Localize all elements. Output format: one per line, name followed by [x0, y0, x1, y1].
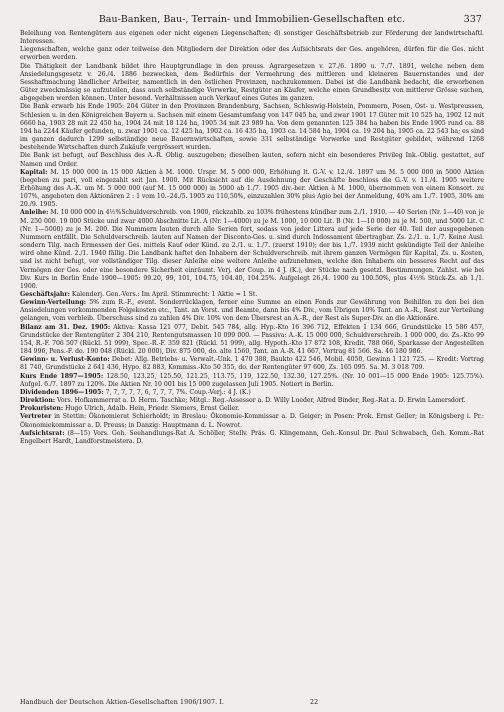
header-title: Bau-Banken, Bau-, Terrain- und Immobilien-Gesellschaften etc.	[98, 14, 406, 25]
paragraph	[20, 209, 484, 291]
paragraph-lead: Kurs Ende 1897—1905:	[20, 372, 104, 380]
paragraph	[20, 430, 484, 446]
paragraph	[20, 397, 484, 405]
paragraph	[20, 152, 484, 168]
paragraph-text: M. 10 000 000 in 4½%Schuldverschreib. von 1900, rückzahlb. zu 103% frühestens kündbar zum 2./1. 1910. — 40 Serien (Nr. 1—40) von je M. 250 000. 19 000 Stücke und zwar 4000 Abschnitte Lit. A (Nr. 1—4000) zu je M. 1000, 10 000 Lit. B (Nr. 1—10 000) zu je M. 500, und 5000 Lit. C (Nr. 1—5000) zu je M. 200. Die Nummern lauten durch alle Serien fort, sodass von jeder Littera auf jede Serie der 40. Teil der ausgegebenen Nummern entfällt. Die Schuldverschreib. lauten auf Namen der Disconto-Ges. u. sind durch Indossament übertragbar. Zs. 2./1. u. 1./7. Keine Ausl. sondern Tilg. nach Ermessen der Ges. mittels Kauf oder Künd. zu 2./1. u. 1./7. (zuerst 1910); der bis 1./7. 1939 nicht gekündigte Teil der Anleihe wird ohne Künd. 2./1. 1940 fällig. Die Landbank haftet den Inhabern der Schuldverschreib. mit ihrem ganzen Vermögen für Kapital, Zs. u. Kosten, und ist nicht befugt, vor vollständiger Tilg. dieser Anleihe eine weitere Anleihe aufzunehmen, welche den Inhabern ein besseres Recht auf das Vermögen der Ges. oder eine besondere Sicherheit einräumt. Verj. der Coup. in 4 J. (K.), der Stücke nach gesetzl. Bestimmungen. Zahlst. wie bei Div. Kurs in Berlin Ende 1900—1905: 99.20, 99, 101, 104.75, 104.40, 104.25%. Aufgelegt 26./4. 1900 zu 100.50%, plus 4½% Stück-Zs. ab 1./1. 1900.	[20, 209, 485, 290]
paragraph-lead: Direktion:	[20, 397, 56, 405]
paragraph-text: in Stettin: Ökonomierat Schierholdt; in Breslau: Ökonomie-Kommissar a. D. Geiger; in Posen: Prok. Ernst Geller; in Königsberg i. Pr.: Ökonomiekommissar a. D. Preuss; in Danzig: Hauptmann d. L. Nowrot.	[20, 413, 484, 429]
paragraph-text: Die Bank ist befugt, auf Beschluss des A.-R. Oblig. auszugeben; dieselben lauten, sofern nicht ein besonderes Privileg Ink.-Oblig. gestattet, auf Namen und Order.	[20, 152, 484, 168]
paragraph-lead: Anleihe:	[20, 209, 49, 217]
paragraph-text: Vors. Hofkammerrat a. D. Herm. Taschke; Mitgl.: Reg.-Assessor a. D. Willy Lueder, Alfred Binder, Reg.-Rat a. D. Erwin Lamersdorf.	[57, 397, 466, 405]
paragraph-text: 128.50, 123.25, 125.50, 121.25, 113.75, 119, 122.50, 132.30, 127.25%. (Nr. 10 001—15 000 Ende 1905: 125.75%). Aufgel. 6./7. 1897 zu 120%. Die Aktien Nr. 10 001 bis 15 000 zugelassen Juli 1905. Notiert in Berlin.	[20, 372, 485, 388]
paragraph	[20, 46, 484, 62]
body-text	[20, 30, 484, 446]
footer	[20, 699, 484, 706]
paragraph-lead: Bilanz am 31. Dez. 1905:	[20, 323, 111, 331]
paragraph-text: Die Thätigkeit der Landbank bildet ihre Hauptgrundlage in den preuss. Agrargesetzen v. 27./6. 1890 u. 7./7. 1891, welche neben dem Ansiedelungsgesetz v. 26./4. 1886 bezwecken, dem Bedürfnis der Vermehrung des mittleren und kleineren Bauernstandes und der Sesshaftmachung ländlicher Arbeiter, namentlich in den östlichen Provinzen, nachzukommen. Dabei ist die Landbank bedacht, die erworbenen Güter zweckmässig so aufzuteilen, dass auch selbständige Vorwerke, Restgüter an Käufer, welche einen Grundbesitz von mittlerer Grösse suchen, abgegeben werden können. Unter besond. Verhältnissen auch Verkauf eines Gutes im ganzen.	[20, 62, 484, 103]
paragraph	[20, 356, 484, 372]
paragraph-lead: Kapital:	[20, 168, 48, 176]
sheet-signature: 22	[310, 699, 319, 706]
page-number: 337	[463, 14, 482, 25]
paragraph	[20, 30, 484, 46]
paragraph	[20, 299, 484, 323]
paragraph	[20, 63, 484, 104]
paragraph	[20, 405, 484, 413]
paragraph-lead: Gewinn-Verteilung:	[20, 299, 87, 307]
paragraph-lead: Dividenden 1896—1905:	[20, 388, 104, 396]
paragraph-text: Liegenschaften, welche ganz oder teilweise den Mitgliedern der Direktion oder des Aufsichtsrats der Ges. angehören, dürfen für die Ges. nicht erworben werden.	[20, 46, 484, 62]
paragraph-text: Kalenderj. Gen.-Vers.: Im April. Stimmrecht: 1 Aktie = 1 St.	[71, 291, 258, 298]
paragraph-text: M. 15 000 000 in 15 000 Aktien à M. 1000. Urspr. M. 5 000 000, Erhöhung lt. G.-V. v. 12./4. 1897 um M. 5 000 000 in 5000 Aktien (begeben zu pari, voll eingezahlt seit Jan. 1900. Mit Rücksicht auf die Ausdehnung der Geschäfte beschloss die G.-V. v. 11./4. 1905 weitere Erhöhung des A.-K. um M. 5 000 000 (auf M. 15 000 000) in 5000 ab 1./7. 1905 div.-ber. Aktien à M. 1000, übernommen von einem Konsort. zu 107%, angeboten den Aktionären 2 : 1 vom 10.–24./5. 1905 zu 110,50%, einzuzahlen 30% plus Agio bei der Anmeldung, 40% am 1./7. 1905, 30% am 20./9. 1905.	[20, 168, 485, 209]
paragraph-text: Die Bank erwarb bis Ende 1905: 204 Güter in den Provinzen Brandenburg, Sachsen, Schleswig-Holstein, Pommern, Posen, Ost- u. Westpreussen, Schlesien u. in den Königreichen Bayern u. Sachsen mit einem Gesamtumfang von 147 045 ha, und zwar 1901 17 Güter mit 10 525 ha, 1902 12 mit 6660 ha, 1903 28 mit 22 450 ha, 1904 24 mit 18 124 ha, 1905 34 mit 23 989 ha. Von dem genannten 125 384 ha haben bis Ende 1905 rund ca. 88 194 ha 2244 Käufer gefunden, u. zwar 1901 ca. 12 425 ha, 1902 ca. 16 435 ha, 1903 ca. 14 584 ha, 1904 ca. 19 204 ha, 1905 ca. 22 543 ha; es sind im ganzen dadurch 1299 selbständige neue Bauernwirtschaften, sowie 331 selbständige Vorwerke und Restgüter gebildet, während 1268 bestehende Wirtschaften durch Zukäufe vergrössert wurden.	[20, 103, 484, 152]
paragraph-lead: Geschäftsjahr:	[20, 291, 70, 298]
paragraph-text: Hugo Ulrich, Adalb. Hein, Friedr. Siemers, Ernst Geller.	[65, 405, 240, 413]
paragraph	[20, 291, 484, 299]
paragraph-text: Aktiva: Kassa 121 077, Debit. 545 784, allg. Hyp.-Kto 16 396 712, Effekten 1 134 666, Grundstücke 15 586 457, Grundstücke der Rentengüter 2 304 210, Rentengutsmassen 10 099 000. — Passiva: A.-K. 15 000 000, Schuldverschreib. 1 000 000, do. Zs.-Kto 99 154, R.-F. 706 507 (Rückl. 51 999), Spec.-R.-F. 359 821 (Rückl. 51 999), allg. Hypoth.-Kto 17 872 108, Kredit. 788 066, Sparkasse der Angestellten 184 996, Pens.-F. do. 190 048 (Rückl. 20 000), Div. 875 000, do. alte 1560, Tant. an A.-R. 41 667, Vortrag 81 566. Sa. 46 180 986.	[20, 323, 484, 356]
paragraph-text: 7, 7, 7, 7, 7, 6, 7, 7, 7, 7%. Coup.-Verj.: 4 J. (K.)	[105, 388, 251, 396]
running-header	[20, 14, 484, 28]
paragraph	[20, 169, 484, 210]
paragraph	[20, 324, 484, 357]
paragraph-lead: Aufsichtsrat:	[20, 429, 65, 437]
paragraph-text: 5% zum R.-F., event. Sonderrücklagen, ferner eine Summe an einen Fonds zur Gewährung von Beihilfen zu den bei den Ansiedelungen vorkommenden Folgekosten etc., Tant. an Vorst. und Beamte, dann bis 4% Div., vom Übrigen 10% Tant. an A.-R., Rest zur Verteilung gelangen, vom verbleib. Überschuss sind zu zahlen 4% Div. 10% von dem Übersrest an A.-R., der Rest als Super-Div. an die Aktionäre.	[20, 299, 484, 323]
paragraph	[20, 413, 484, 429]
paragraph-lead: Gewinn- u. Verlust-Konto:	[20, 356, 110, 364]
paragraph-text: Beleihung von Rentengütern aus eigenen oder nicht eigenen Liegenschaften; d) sonstiger Geschäftsbetrieb zur Förderung der landwirtschaftl. Interessen.	[20, 30, 484, 46]
paragraph-lead: Prokuristen:	[20, 405, 64, 413]
footer-source: Handbuch der Deutschen Aktien-Gesellschaften 1906/1907. I.	[20, 699, 224, 706]
paragraph	[20, 373, 484, 389]
paragraph	[20, 103, 484, 152]
paragraph-text: Debet: Allg. Betriebs- u. Verwalt.-Unk. 1 470 388, Baukto 422 546, Mobil. 4050, Gewinn 1 121 725. — Kredit: Vortrag 81 740, Grundstücke 2 641 436, Hypo. 82 883, Kommiss.-Kto 50 355, do. der Rentengüter 97 600, Zs. 165 095. Sa. M. 3 018 709.	[20, 356, 484, 372]
paragraph-lead: Vertreter	[20, 413, 52, 421]
paragraph	[20, 389, 484, 397]
paragraph-text: (8—15) Vors. Geh. Seehandlungs-Rat A. Schöller, Stellv. Präs. G. Klingemann, Geh.-Konsul Dr. Paul Schwabach, Geh. Komm.-Rat Engelbert Hardt, Landforstmeistera. D.	[20, 429, 484, 445]
